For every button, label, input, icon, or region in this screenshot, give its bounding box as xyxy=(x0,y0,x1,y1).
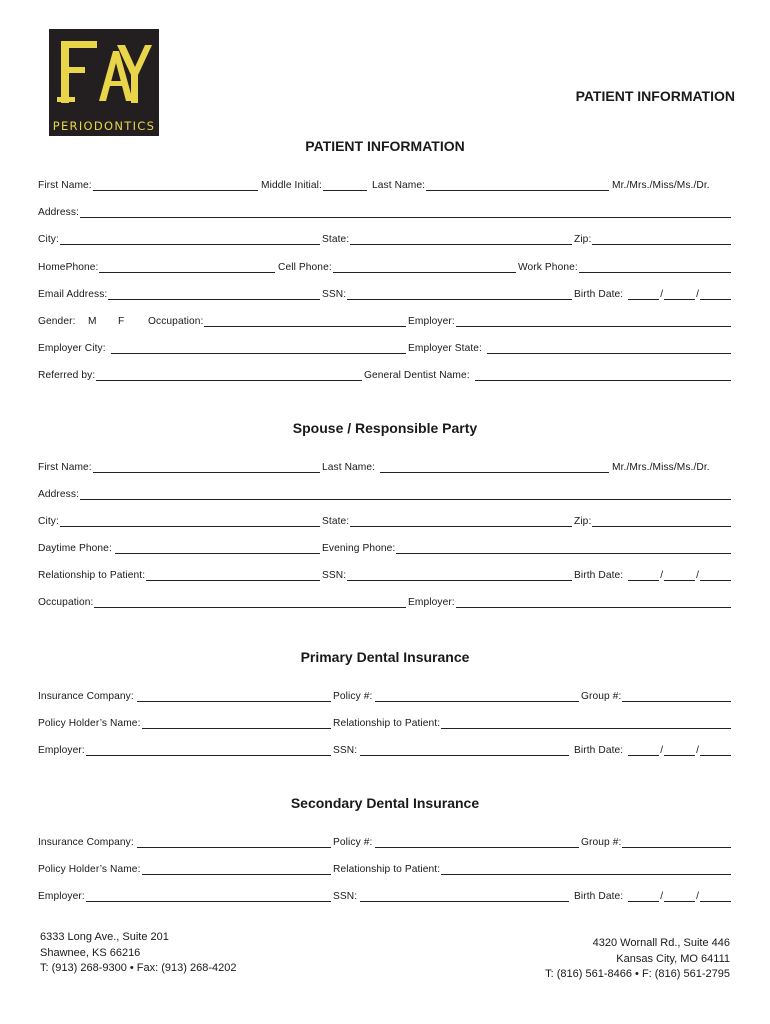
section-title-patient: PATIENT INFORMATION xyxy=(305,138,465,154)
middle-initial-field[interactable] xyxy=(261,178,367,192)
primary-group-number-field[interactable] xyxy=(581,689,731,703)
spouse-employer-label: Employer: xyxy=(408,597,455,608)
secondary-policy-number-label: Policy #: xyxy=(333,837,373,848)
first-name-field[interactable] xyxy=(38,178,258,192)
spouse-ssn-field[interactable] xyxy=(322,568,572,582)
row-patient-referral xyxy=(38,368,731,382)
row-primary-employer xyxy=(38,743,731,757)
kansas-city-office-address xyxy=(545,936,730,983)
cell-phone-label: Cell Phone: xyxy=(278,262,332,273)
employer-city-label: Employer City: xyxy=(38,343,106,354)
spouse-zip-field[interactable] xyxy=(574,514,731,528)
primary-policy-holder-field[interactable] xyxy=(38,716,331,730)
occupation-label: Occupation: xyxy=(148,316,204,327)
spouse-last-name-label: Last Name: xyxy=(322,462,376,473)
row-primary-company xyxy=(38,689,731,703)
row-spouse-relationship xyxy=(38,568,731,582)
spouse-first-name-label: First Name: xyxy=(38,462,92,473)
email-field[interactable] xyxy=(38,287,320,301)
row-spouse-name xyxy=(38,460,731,474)
primary-employer-field[interactable] xyxy=(38,743,331,757)
row-spouse-city xyxy=(38,514,731,528)
primary-group-number-label: Group #: xyxy=(581,691,622,702)
secondary-employer-field[interactable] xyxy=(38,889,331,903)
evening-phone-field[interactable] xyxy=(322,541,731,555)
spouse-ssn-label: SSN: xyxy=(322,570,347,581)
primary-policy-number-label: Policy #: xyxy=(333,691,373,702)
employer-field[interactable] xyxy=(408,314,731,328)
city-field[interactable] xyxy=(38,232,320,246)
last-name-label: Last Name: xyxy=(372,180,426,191)
primary-insurance-company-label: Insurance Company: xyxy=(38,691,134,702)
ssn-label: SSN: xyxy=(322,289,347,300)
row-secondary-company xyxy=(38,835,731,849)
secondary-ssn-label: SSN: xyxy=(333,891,358,902)
gender-option-f[interactable]: F xyxy=(118,316,125,327)
secondary-policy-holder-field[interactable] xyxy=(38,862,331,876)
spouse-first-name-field[interactable] xyxy=(38,460,320,474)
middle-initial-label: Middle Initial: xyxy=(261,180,322,191)
daytime-phone-label: Daytime Phone: xyxy=(38,543,112,554)
general-dentist-field[interactable] xyxy=(364,368,731,382)
relationship-label: Relationship to Patient: xyxy=(38,570,146,581)
spouse-occupation-label: Occupation: xyxy=(38,597,94,608)
email-label: Email Address: xyxy=(38,289,108,300)
cell-phone-field[interactable] xyxy=(278,260,516,274)
state-label: State: xyxy=(322,234,350,245)
spouse-birth-date-label: Birth Date: xyxy=(574,570,624,581)
work-phone-field[interactable] xyxy=(518,260,731,274)
row-secondary-employer xyxy=(38,889,731,903)
spouse-address-label: Address: xyxy=(38,489,80,500)
first-name-label: First Name: xyxy=(38,180,92,191)
row-spouse-address xyxy=(38,487,731,501)
row-patient-gender xyxy=(38,314,731,328)
kansas-city-city: Kansas City, MO 64111 xyxy=(616,952,730,965)
primary-insurance-company-field[interactable] xyxy=(38,689,331,703)
shawnee-office-address xyxy=(40,930,236,977)
employer-city-field[interactable] xyxy=(38,341,406,355)
row-spouse-occupation xyxy=(38,595,731,609)
row-patient-phones xyxy=(38,260,731,274)
relationship-field[interactable] xyxy=(38,568,320,582)
primary-policy-holder-label: Policy Holder’s Name: xyxy=(38,718,141,729)
row-patient-employer xyxy=(38,341,731,355)
shawnee-phones: T: (913) 268-9300 • Fax: (913) 268-4202 xyxy=(40,962,237,974)
gender-label: Gender: xyxy=(38,316,76,327)
work-phone-label: Work Phone: xyxy=(518,262,578,273)
secondary-group-number-label: Group #: xyxy=(581,837,622,848)
row-patient-email xyxy=(38,287,731,301)
spouse-city-field[interactable] xyxy=(38,514,320,528)
primary-ssn-field[interactable] xyxy=(333,743,569,757)
evening-phone-label: Evening Phone: xyxy=(322,543,396,554)
logo-subtitle: PERIODONTICS xyxy=(52,119,156,133)
ssn-field[interactable] xyxy=(322,287,572,301)
kansas-city-street: 4320 Wornall Rd., Suite 446 xyxy=(592,937,730,949)
referred-by-label: Referred by: xyxy=(38,370,96,381)
spouse-occupation-field[interactable] xyxy=(38,595,406,609)
page-title: PATIENT INFORMATION xyxy=(575,88,735,104)
spouse-city-label: City: xyxy=(38,516,59,527)
secondary-employer-label: Employer: xyxy=(38,891,85,902)
row-patient-city xyxy=(38,232,731,246)
spouse-zip-label: Zip: xyxy=(574,516,592,527)
primary-birth-date-field[interactable]: Birth Date: / / xyxy=(574,743,731,757)
gender-label-wrap xyxy=(38,314,78,328)
employer-state-label: Employer State: xyxy=(408,343,482,354)
home-phone-label: HomePhone: xyxy=(38,262,99,273)
title-options[interactable] xyxy=(612,178,731,192)
daytime-phone-field[interactable] xyxy=(38,541,320,555)
secondary-insurance-company-label: Insurance Company: xyxy=(38,837,134,848)
primary-relationship-label: Relationship to Patient: xyxy=(333,718,441,729)
primary-policy-number-field[interactable] xyxy=(333,689,579,703)
last-name-field[interactable] xyxy=(372,178,609,192)
primary-ssn-label: SSN: xyxy=(333,745,358,756)
secondary-relationship-label: Relationship to Patient: xyxy=(333,864,441,875)
section-title-secondary-insurance: Secondary Dental Insurance xyxy=(290,795,480,811)
spouse-state-field[interactable] xyxy=(322,514,572,528)
birth-date-field[interactable]: Birth Date: / / xyxy=(574,287,731,301)
secondary-policy-holder-label: Policy Holder’s Name: xyxy=(38,864,141,875)
title-options-label: Mr./Mrs./Miss/Ms./Dr. xyxy=(612,180,710,191)
secondary-policy-number-field[interactable] xyxy=(333,835,579,849)
referred-by-field[interactable] xyxy=(38,368,362,382)
spouse-employer-field[interactable] xyxy=(408,595,731,609)
primary-relationship-field[interactable] xyxy=(333,716,731,730)
address-field[interactable] xyxy=(38,205,731,219)
birth-date-label: Birth Date: xyxy=(574,289,624,300)
secondary-group-number-field[interactable] xyxy=(581,835,731,849)
secondary-relationship-field[interactable] xyxy=(333,862,731,876)
gender-option-m[interactable]: M xyxy=(88,316,97,327)
primary-employer-label: Employer: xyxy=(38,745,85,756)
spouse-title-options[interactable] xyxy=(612,460,731,474)
zip-label: Zip: xyxy=(574,234,592,245)
address-label: Address: xyxy=(38,207,80,218)
fay-periodontics-logo xyxy=(49,29,159,136)
spouse-state-label: State: xyxy=(322,516,350,527)
zip-field[interactable] xyxy=(574,232,731,246)
secondary-insurance-company-field[interactable] xyxy=(38,835,331,849)
shawnee-city: Shawnee, KS 66216 xyxy=(40,946,141,959)
spouse-title-options-label: Mr./Mrs./Miss/Ms./Dr. xyxy=(612,462,710,473)
employer-state-field[interactable] xyxy=(408,341,731,355)
kansas-city-phones: T: (816) 561-8466 • F: (816) 561-2795 xyxy=(545,968,730,980)
secondary-birth-date-label: Birth Date: xyxy=(574,891,624,902)
row-spouse-phones xyxy=(38,541,731,555)
spouse-last-name-field[interactable] xyxy=(322,460,609,474)
section-title-spouse: Spouse / Responsible Party xyxy=(292,420,478,436)
secondary-birth-date-field[interactable]: Birth Date: / / xyxy=(574,889,731,903)
city-label: City: xyxy=(38,234,59,245)
row-patient-name xyxy=(38,178,731,192)
shawnee-street: 6333 Long Ave., Suite 201 xyxy=(40,931,169,943)
general-dentist-label: General Dentist Name: xyxy=(364,370,470,381)
fay-monogram-graphic xyxy=(55,35,153,115)
row-primary-holder xyxy=(38,716,731,730)
row-secondary-holder xyxy=(38,862,731,876)
state-field[interactable] xyxy=(322,232,572,246)
secondary-ssn-field[interactable] xyxy=(333,889,569,903)
employer-label: Employer: xyxy=(408,316,455,327)
row-patient-address xyxy=(38,205,731,219)
primary-birth-date-label: Birth Date: xyxy=(574,745,624,756)
spouse-address-field[interactable] xyxy=(38,487,731,501)
occupation-field[interactable] xyxy=(148,314,406,328)
home-phone-field[interactable] xyxy=(38,260,275,274)
section-title-primary-insurance: Primary Dental Insurance xyxy=(300,649,470,665)
spouse-birth-date-field[interactable]: Birth Date: / / xyxy=(574,568,731,582)
